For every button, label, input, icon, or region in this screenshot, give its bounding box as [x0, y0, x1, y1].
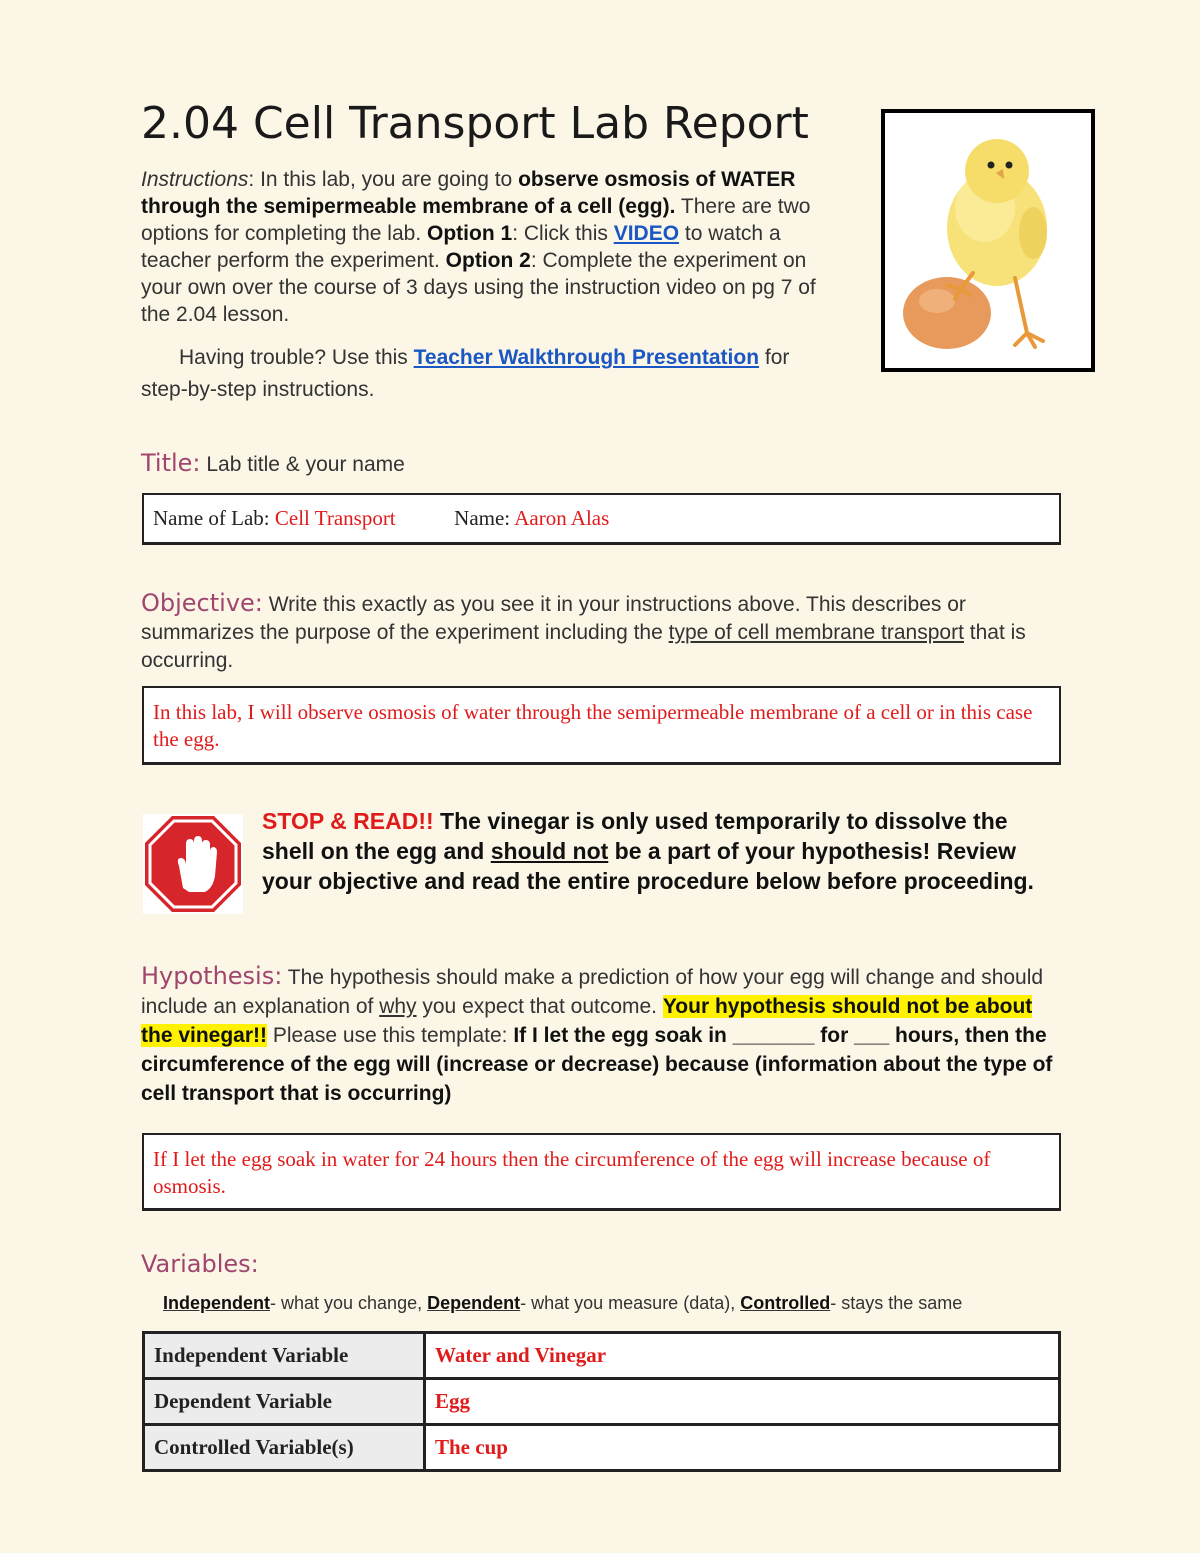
- title-answer-box[interactable]: [142, 493, 1061, 545]
- independent-variable-value[interactable]: Water and Vinegar: [425, 1333, 1060, 1379]
- instructions-text-1: In this lab, you are going to: [254, 168, 519, 191]
- name-of-lab-value: Cell Transport: [274, 506, 396, 530]
- instructions-text-5: : Complete the experiment on your own over the course of 3 days using the instruction video on pg 7 of the 2.04 lesson.: [141, 249, 816, 326]
- title-label: Title:: [141, 449, 201, 477]
- hypothesis-template: If I let the egg soak in _______ for ___ hours, then the circumference of the egg will (increase or decrease) because (information about the type of cell transport that is occurring): [141, 1024, 1053, 1105]
- instructions-text-2: There are two options for completing the lab.: [141, 195, 811, 245]
- dependent-variable-label: Dependent Variable: [144, 1379, 425, 1425]
- objective-answer-box[interactable]: [142, 686, 1061, 765]
- legend-dependent: Dependent: [427, 1293, 521, 1313]
- objective-desc-2: that is occurring.: [141, 621, 1026, 672]
- instructions-lead: Instructions: [141, 168, 249, 191]
- controlled-variable-value[interactable]: The cup: [425, 1425, 1060, 1471]
- objective-answer: In this lab, I will observe osmosis of water through the semipermeable membrane of a cell or in this case the egg.: [153, 700, 1033, 751]
- variables-table: [142, 1331, 1061, 1472]
- trouble-text-2: for step-by-step instructions.: [141, 346, 790, 401]
- name-of-lab-label: Name of Lab:: [153, 506, 275, 530]
- legend-controlled-desc: - stays the same: [830, 1293, 963, 1313]
- legend-dependent-desc: - what you measure (data),: [520, 1293, 741, 1313]
- stop-text-2: be a part of your hypothesis! Review your objective and read the entire procedure below before proceeding.: [262, 838, 1034, 894]
- trouble-paragraph: [141, 342, 841, 406]
- objective-section: [141, 589, 1061, 675]
- stop-hand-icon: [143, 814, 243, 914]
- variables-label: Variables:: [141, 1250, 259, 1278]
- dependent-variable-value[interactable]: Egg: [425, 1379, 1060, 1425]
- stop-read-notice: [262, 806, 1062, 896]
- instructions-text-3: : Click this: [512, 222, 614, 245]
- table-row: [144, 1425, 1060, 1471]
- independent-variable-label: Independent Variable: [144, 1333, 425, 1379]
- chick-egg-photo: [881, 109, 1095, 372]
- instructions-block: [141, 166, 841, 406]
- stop-underline: should not: [490, 838, 609, 864]
- controlled-variable-label: Controlled Variable(s): [144, 1425, 425, 1471]
- instructions-text-4: to watch a teacher perform the experiment.: [141, 222, 781, 272]
- hypothesis-label: Hypothesis:: [141, 962, 283, 990]
- objective-desc-1: Write this exactly as you see it in your instructions above. This describes or summarizes the purpose of the experiment including the: [141, 593, 966, 644]
- instructions-colon: :: [248, 168, 255, 191]
- title-section-heading: [141, 449, 1061, 481]
- instructions-objective-bold: observe osmosis of WATER through the semipermeable membrane of a cell (egg).: [141, 168, 796, 218]
- option-2-label: Option 2: [445, 249, 531, 272]
- title-desc: Lab title & your name: [200, 453, 405, 476]
- legend-independent-desc: - what you change,: [270, 1293, 428, 1313]
- hypothesis-desc-1: The hypothesis should make a prediction of how your egg will change and should include an explanation of: [141, 966, 1044, 1018]
- page-title: 2.04 Cell Transport Lab Report: [141, 98, 809, 149]
- hypothesis-highlight: Your hypothesis should not be about the vinegar!!: [141, 995, 1033, 1047]
- instructions-paragraph: [141, 166, 841, 328]
- variables-heading: [141, 1250, 1061, 1282]
- hypothesis-section: [141, 962, 1061, 1108]
- hypothesis-answer: If I let the egg soak in water for 24 hours then the circumference of the egg will increase because of osmosis.: [153, 1147, 991, 1198]
- hypothesis-answer-box[interactable]: [142, 1133, 1061, 1211]
- variables-legend: [163, 1293, 962, 1314]
- hypothesis-desc-3: Please use this template:: [267, 1024, 514, 1047]
- trouble-text-1: Having trouble? Use this: [179, 346, 414, 369]
- teacher-walkthrough-link[interactable]: Teacher Walkthrough Presentation: [413, 346, 760, 369]
- table-row: [144, 1379, 1060, 1425]
- student-name-value: Aaron Alas: [514, 506, 610, 530]
- student-name-label: Name:: [454, 506, 515, 530]
- objective-label: Objective:: [141, 589, 263, 617]
- stop-read-alert: STOP & READ!!: [262, 808, 434, 834]
- table-row: [144, 1333, 1060, 1379]
- objective-desc-underline: type of cell membrane transport: [668, 621, 964, 644]
- legend-controlled: Controlled: [740, 1293, 831, 1313]
- chick-egg-illustration: [885, 113, 1091, 368]
- hypothesis-desc-2: you expect that outcome.: [416, 995, 663, 1018]
- stop-text-1: The vinegar is only used temporarily to dissolve the shell on the egg and: [262, 808, 1008, 864]
- option-1-label: Option 1: [427, 222, 513, 245]
- legend-independent: Independent: [163, 1293, 270, 1313]
- video-link[interactable]: VIDEO: [613, 222, 680, 245]
- hypothesis-why: why: [379, 995, 417, 1018]
